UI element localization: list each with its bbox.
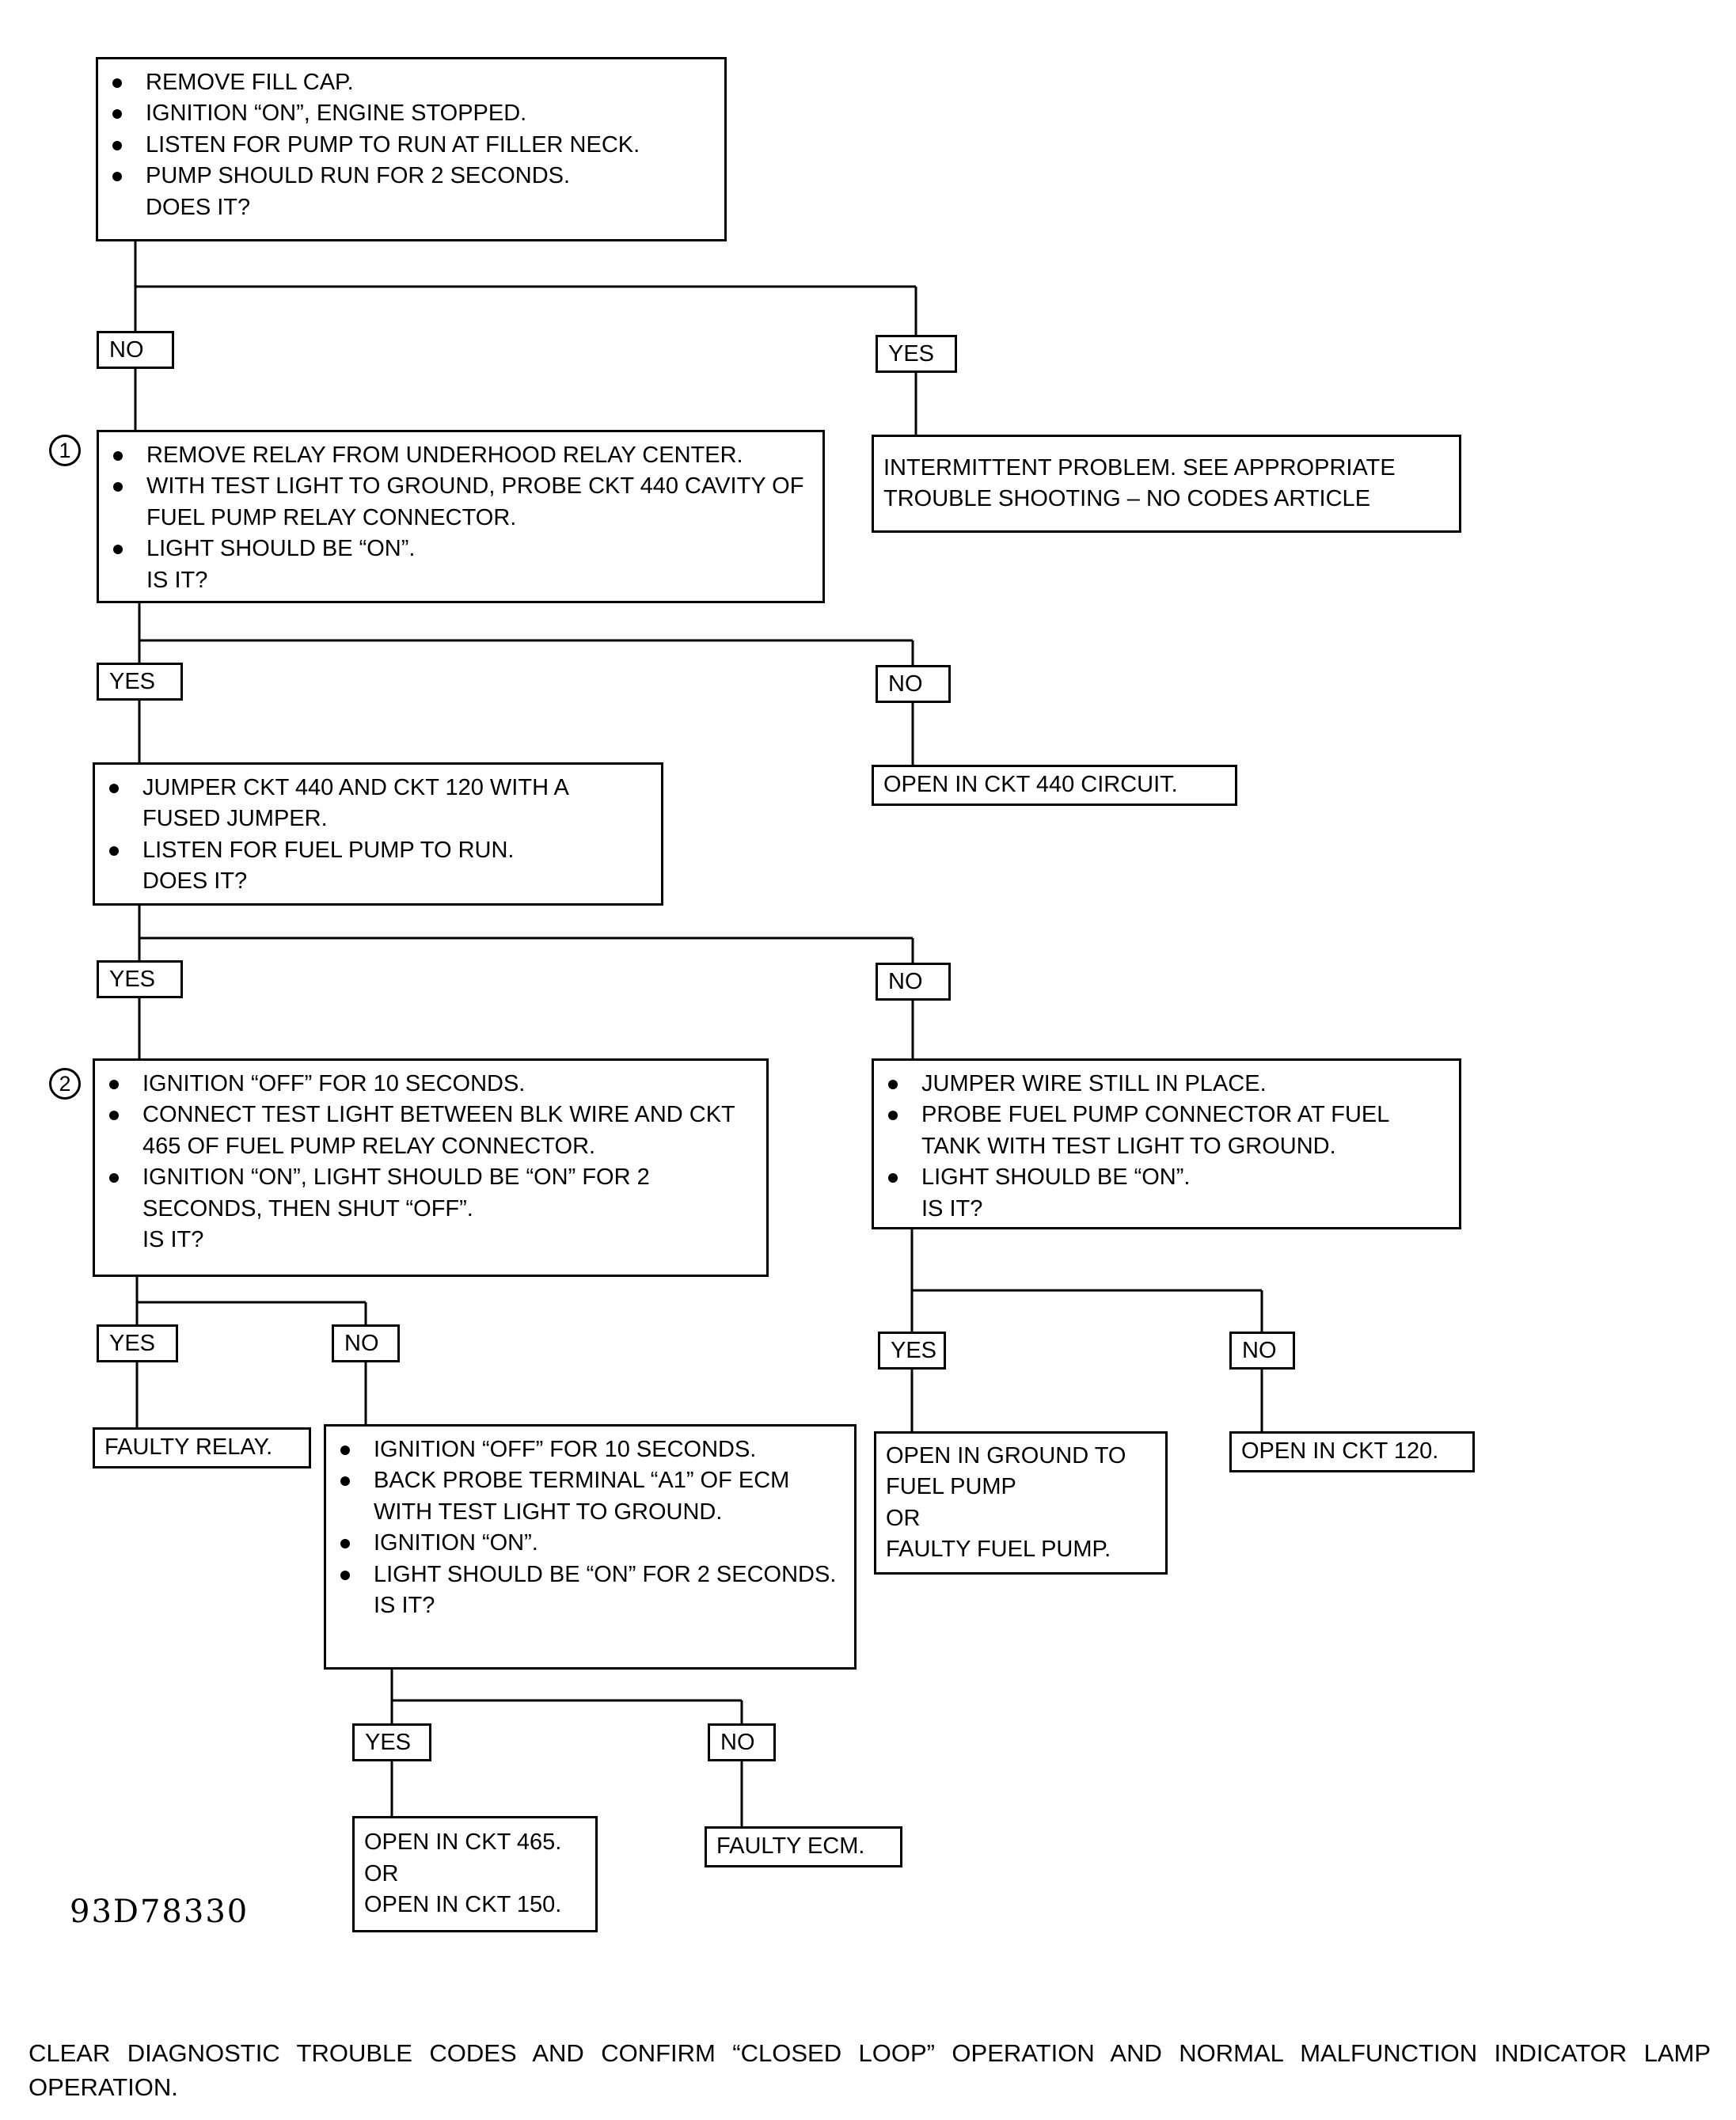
bullet-text: LIGHT SHOULD BE “ON”.: [146, 536, 416, 562]
step-marker-2: 2: [49, 1068, 81, 1100]
footer-line: OPERATION.: [28, 2073, 178, 2102]
bullet-item: [101, 1069, 757, 1100]
decision-label-yes-6: YES: [352, 1723, 431, 1761]
bullet-icon: [340, 1446, 350, 1455]
bullet-icon: [888, 1111, 898, 1120]
bullet-text: WITH TEST LIGHT TO GROUND, PROBE CKT 440 CAVITY OF FUEL PUMP RELAY CONNECTOR.: [146, 473, 804, 530]
result-line: OPEN IN CKT 440 CIRCUIT.: [883, 772, 1178, 798]
bullet-icon: [109, 846, 119, 856]
bullet-text: LIGHT SHOULD BE “ON”.: [921, 1164, 1191, 1191]
bullet-text: LISTEN FOR PUMP TO RUN AT FILLER NECK.: [146, 131, 640, 158]
bullet-item: [332, 1528, 845, 1559]
bullet-icon: [112, 109, 122, 119]
footer-line: CLEAR DIAGNOSTIC TROUBLE CODES AND CONFIRM “CLOSED LOOP” OPERATION AND NORMAL MALFUNCTION INDICATOR LAMP: [28, 2039, 1711, 2067]
step-marker-1: 1: [49, 435, 81, 466]
bullet-text: LIGHT SHOULD BE “ON” FOR 2 SECONDS.: [374, 1561, 837, 1587]
question-text: DOES IT?: [142, 868, 248, 895]
bullet-icon: [888, 1080, 898, 1089]
result-line: INTERMITTENT PROBLEM. SEE APPROPRIATE: [883, 454, 1396, 481]
bullet-item: [104, 98, 715, 129]
bullet-item: [104, 130, 715, 161]
bullet-icon: [113, 451, 123, 461]
bullet-icon: [112, 141, 122, 150]
bullet-text: JUMPER CKT 440 AND CKT 120 WITH A FUSED JUMPER.: [142, 775, 568, 832]
bullet-icon: [112, 78, 122, 88]
bullet-item: [101, 1162, 757, 1225]
bullet-icon: [109, 1173, 119, 1183]
step-box-jumper-test: [93, 762, 663, 906]
decision-label-no-3: NO: [876, 963, 951, 1001]
question-text: IS IT?: [921, 1195, 983, 1221]
result-box-open-ckt-120: [1229, 1431, 1475, 1472]
result-line: FAULTY RELAY.: [104, 1434, 273, 1461]
decision-label-no-5: NO: [1229, 1332, 1295, 1370]
bullet-text: PROBE FUEL PUMP CONNECTOR AT FUEL TANK WITH TEST LIGHT TO GROUND.: [921, 1102, 1389, 1159]
result-box-faulty-ecm: [705, 1826, 902, 1867]
question-text: IS IT?: [146, 567, 208, 593]
result-line: OPEN IN CKT 465.: [364, 1829, 562, 1856]
bullet-item: [101, 835, 651, 866]
step-box-relay-ckt440-probe: [97, 430, 825, 603]
bullet-item: [104, 161, 715, 192]
result-line: OPEN IN CKT 150.: [364, 1892, 562, 1918]
result-line: FAULTY ECM.: [716, 1833, 865, 1860]
decision-label-yes-5: YES: [878, 1332, 946, 1370]
result-box-open-ckt-465-or-150: [352, 1816, 598, 1932]
step-box-ckt465-test: [93, 1058, 769, 1277]
bullet-text: JUMPER WIRE STILL IN PLACE.: [921, 1071, 1267, 1096]
bullet-text: LISTEN FOR FUEL PUMP TO RUN.: [142, 837, 515, 863]
question-text: IS IT?: [374, 1593, 435, 1619]
result-line: FAULTY FUEL PUMP.: [886, 1536, 1111, 1562]
result-box-open-ckt-440: [872, 765, 1237, 806]
bullet-item: [105, 471, 813, 534]
bullet-text: REMOVE FILL CAP.: [146, 70, 354, 95]
result-line: OPEN IN GROUND TO: [886, 1442, 1126, 1468]
bullet-icon: [888, 1173, 898, 1183]
bullet-icon: [109, 1080, 119, 1089]
bullet-item: [105, 534, 813, 564]
bullet-text: PUMP SHOULD RUN FOR 2 SECONDS.: [146, 163, 571, 189]
result-box-intermittent-problem: [872, 435, 1461, 533]
result-line: OPEN IN CKT 120.: [1241, 1438, 1439, 1465]
figure-code: 93D78330: [70, 1894, 249, 1930]
bullet-item: [101, 773, 651, 835]
bullet-item: [105, 440, 813, 471]
decision-label-no-4: NO: [332, 1324, 400, 1362]
bullet-icon: [113, 482, 123, 492]
bullet-text: IGNITION “OFF” FOR 10 SECONDS.: [374, 1437, 757, 1462]
bullet-icon: [340, 1539, 350, 1548]
bullet-icon: [112, 172, 122, 181]
bullet-item: [880, 1100, 1449, 1162]
result-line: OR: [886, 1505, 921, 1531]
result-line: OR: [364, 1860, 399, 1886]
result-line: FUEL PUMP: [886, 1474, 1016, 1500]
decision-label-yes-3: YES: [97, 960, 183, 998]
bullet-text: IGNITION “ON”, ENGINE STOPPED.: [146, 101, 527, 127]
bullet-text: IGNITION “OFF” FOR 10 SECONDS.: [142, 1071, 526, 1096]
bullet-item: [104, 67, 715, 98]
result-line: TROUBLE SHOOTING – NO CODES ARTICLE: [883, 486, 1371, 511]
bullet-item: [332, 1560, 845, 1590]
bullet-icon: [113, 545, 123, 554]
question-text: IS IT?: [142, 1227, 204, 1253]
step-box-ecm-a1-probe: [324, 1424, 857, 1670]
bullet-text: CONNECT TEST LIGHT BETWEEN BLK WIRE AND CKT 465 OF FUEL PUMP RELAY CONNECTOR.: [142, 1102, 735, 1159]
bullet-text: IGNITION “ON”, LIGHT SHOULD BE “ON” FOR 2 SECONDS, THEN SHUT “OFF”.: [142, 1164, 650, 1221]
bullet-item: [880, 1162, 1449, 1193]
bullet-text: BACK PROBE TERMINAL “A1” OF ECM WITH TEST LIGHT TO GROUND.: [374, 1468, 790, 1525]
footer-note: [28, 2036, 1711, 2105]
bullet-item: [332, 1434, 845, 1465]
bullet-icon: [109, 784, 119, 793]
bullet-icon: [109, 1111, 119, 1120]
question-text: DOES IT?: [146, 194, 251, 220]
decision-label-no-2: NO: [876, 665, 951, 703]
decision-label-no-6: NO: [708, 1723, 776, 1761]
decision-label-yes-4: YES: [97, 1324, 178, 1362]
bullet-text: IGNITION “ON”.: [374, 1530, 538, 1556]
bullet-icon: [340, 1476, 350, 1486]
result-box-open-ground-or-faulty-pump: [874, 1431, 1168, 1575]
step-box-pump-run-check: [96, 57, 727, 241]
step-box-fuel-tank-check: [872, 1058, 1461, 1229]
bullet-item: [101, 1100, 757, 1162]
bullet-icon: [340, 1571, 350, 1580]
result-box-faulty-relay: [93, 1427, 311, 1468]
bullet-item: [332, 1465, 845, 1528]
decision-label-yes-2: YES: [97, 663, 183, 701]
bullet-item: [880, 1069, 1449, 1100]
bullet-text: REMOVE RELAY FROM UNDERHOOD RELAY CENTER.: [146, 443, 743, 468]
decision-label-yes-1: YES: [876, 335, 957, 373]
decision-label-no-1: NO: [97, 331, 174, 369]
